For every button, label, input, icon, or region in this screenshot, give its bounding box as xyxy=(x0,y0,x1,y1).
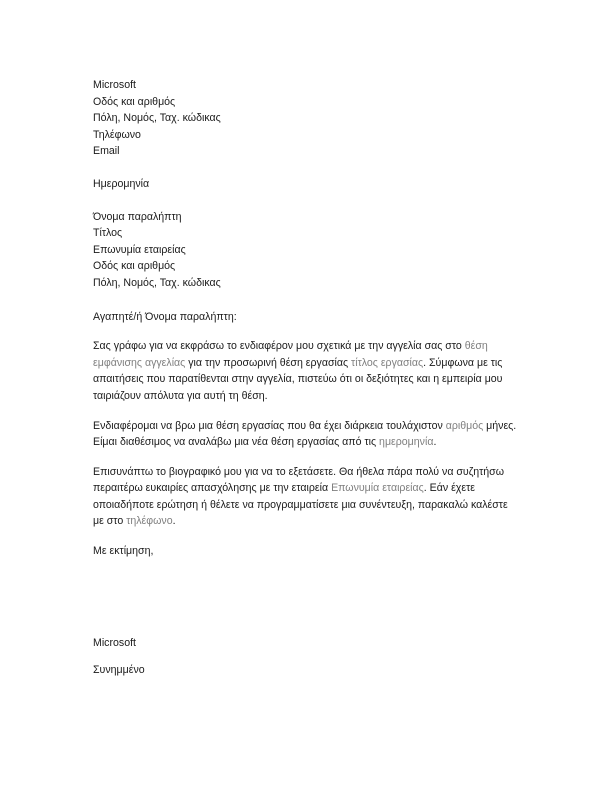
sender-company: Microsoft xyxy=(93,79,136,91)
salutation xyxy=(93,309,533,326)
placeholder-job-board: θέση xyxy=(464,340,488,353)
signature-name: Microsoft xyxy=(93,636,136,649)
sender-phone: Τηλέφωνο xyxy=(93,128,141,141)
placeholder-job-title: τίτλος εργασίας xyxy=(351,356,424,369)
recipient-title: Τίτλος xyxy=(93,227,123,240)
paragraph-2 xyxy=(93,418,533,451)
paragraph-text: . Σύμφωνα με τις xyxy=(423,356,503,369)
paragraph-2-line-1 xyxy=(93,418,533,435)
paragraph-3-line-4 xyxy=(93,513,533,530)
recipient-company: Επωνυμία εταιρείας xyxy=(93,243,186,256)
paragraph-3 xyxy=(93,464,533,530)
paragraph-1-line-1 xyxy=(93,338,533,355)
placeholder-job-board-cont: εμφάνισης αγγελίας xyxy=(93,356,186,369)
recipient-address xyxy=(93,209,533,292)
paragraph-3-line-2 xyxy=(93,480,533,497)
letter-page xyxy=(93,77,533,679)
paragraph-1 xyxy=(93,338,533,404)
paragraph-text: . xyxy=(172,515,176,528)
salutation-text: Αγαπητέ/ή Όνομα παραλήπτη: xyxy=(93,310,237,323)
paragraph-text: Σας γράφω για να εκφράσω το ενδιαφέρον μου σχετικά με την αγγελία σας στο xyxy=(93,340,465,353)
placeholder-phone: τηλέφωνο xyxy=(126,515,173,528)
date-text: Ημερομηνία xyxy=(93,177,150,190)
sender-street: Οδός και αριθμός xyxy=(93,95,176,108)
signature xyxy=(93,635,533,652)
enclosure-text: Συνημμένο xyxy=(93,664,145,677)
letter-date xyxy=(93,176,533,193)
sender-city-line: Πόλη, Νομός, Ταχ. κώδικας xyxy=(93,112,221,125)
sender-email: Email xyxy=(93,145,120,158)
closing xyxy=(93,543,533,560)
placeholder-number: αριθμός xyxy=(445,419,484,432)
recipient-name: Όνομα παραλήπτη xyxy=(93,210,182,223)
closing-text: Με εκτίμηση, xyxy=(93,545,154,558)
paragraph-text: . Εάν έχετε xyxy=(423,482,475,495)
paragraph-text: με στο xyxy=(93,515,127,528)
paragraph-1-line-4: ταιριάζουν απόλυτα για αυτή τη θέση. xyxy=(93,389,268,402)
paragraph-1-line-3: απαιτήσεις που παρατίθενται στην αγγελία, πιστεύω ότι οι δεξιότητες και η εμπειρία μου xyxy=(93,373,503,386)
recipient-street: Οδός και αριθμός xyxy=(93,260,176,273)
paragraph-text: Ενδιαφέρομαι να βρω μια θέση εργασίας που θα έχει διάρκεια τουλάχιστον xyxy=(93,419,446,432)
paragraph-3-line-3: οποιαδήποτε ερώτηση ή θέλετε να προγραμματίσετε μια συνέντευξη, παρακαλώ καλέστε xyxy=(93,498,508,511)
paragraph-text: για την προσωρινή θέση εργασίας xyxy=(185,356,352,369)
paragraph-text: Είμαι διαθέσιμος να αναλάβω μια νέα θέση εργασίας από τις xyxy=(93,436,380,449)
paragraph-text: περαιτέρω ευκαιρίες απασχόλησης με την εταιρεία xyxy=(93,482,332,495)
enclosure xyxy=(93,662,533,679)
paragraph-2-line-2 xyxy=(93,434,533,451)
paragraph-3-line-1: Επισυνάπτω το βιογραφικό μου για να το εξετάσετε. Θα ήθελα πάρα πολύ να συζητήσω xyxy=(93,465,504,478)
recipient-city-line: Πόλη, Νομός, Ταχ. κώδικας xyxy=(93,276,221,289)
paragraph-text: . xyxy=(433,436,437,449)
paragraph-text: μήνες. xyxy=(483,419,517,432)
sender-address xyxy=(93,77,533,160)
placeholder-date: ημερομηνία xyxy=(379,436,434,449)
paragraph-1-line-2 xyxy=(93,355,533,372)
placeholder-company-name: Επωνυμία εταιρείας xyxy=(331,482,424,495)
